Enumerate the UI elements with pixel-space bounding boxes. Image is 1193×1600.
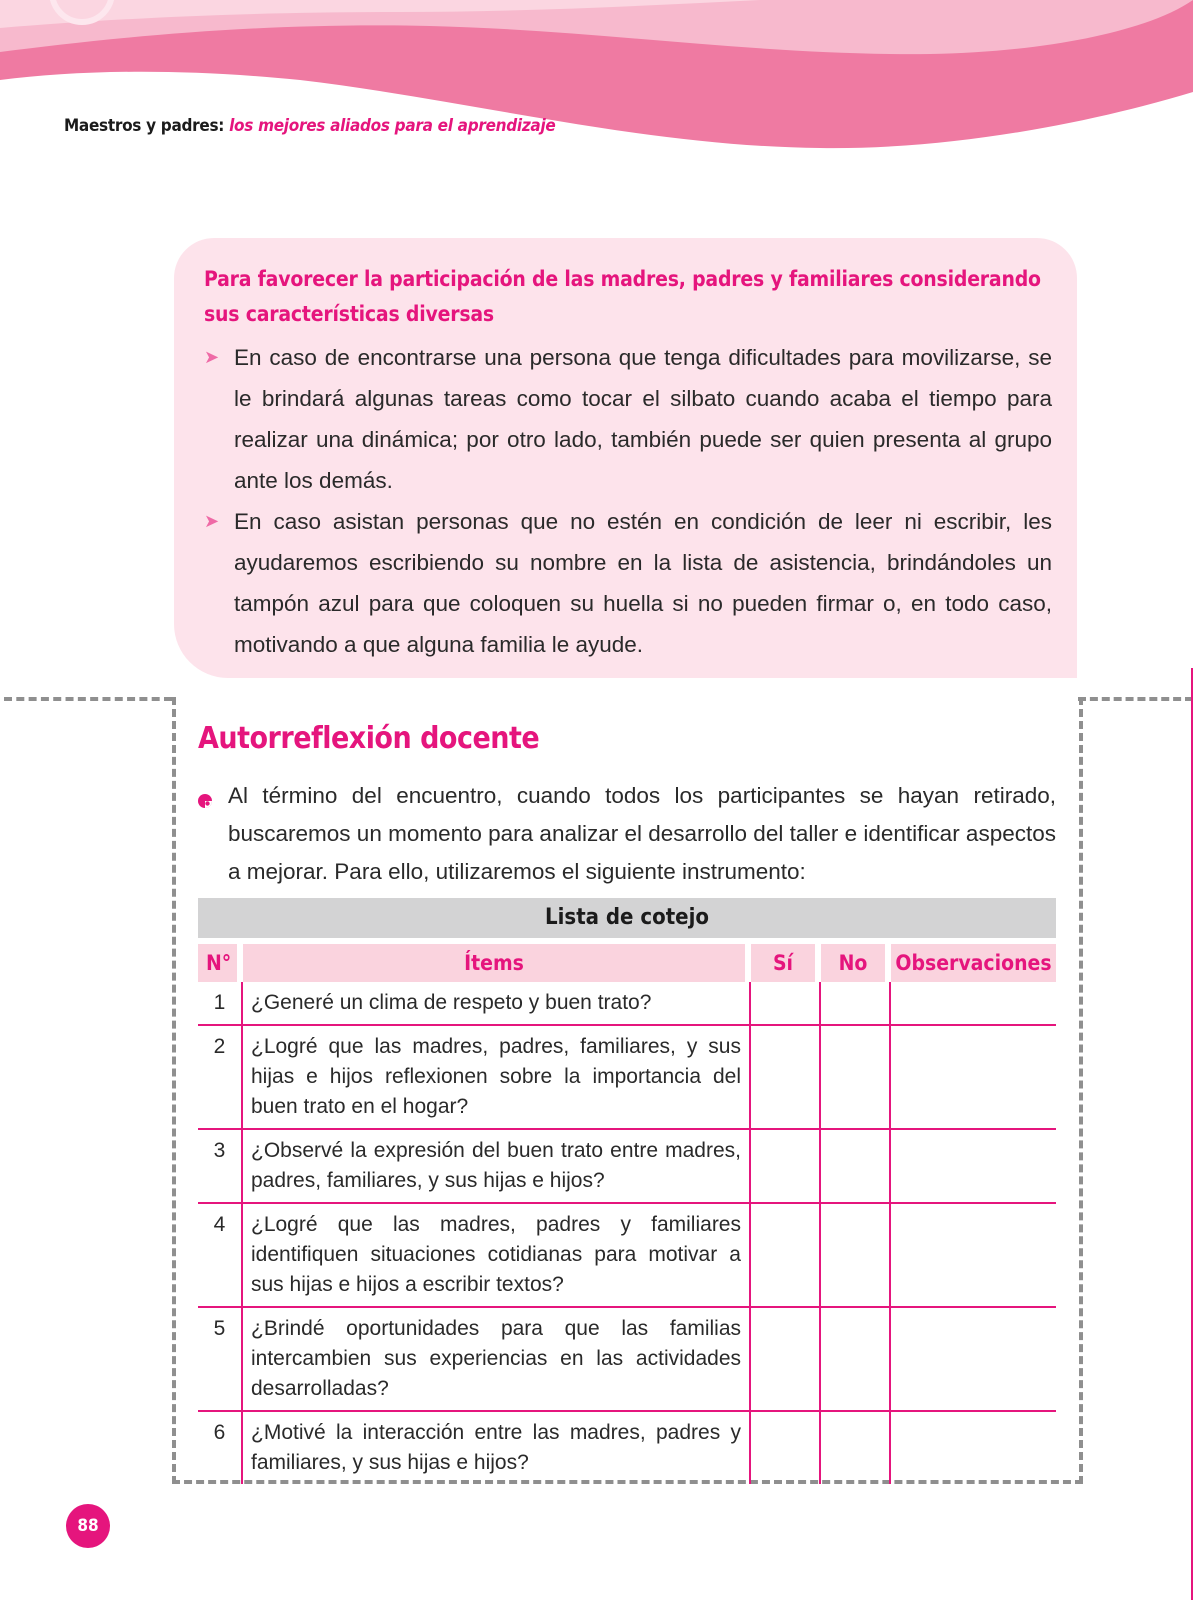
row-item: ¿Motivé la interacción entre las madres, padres y familiares, y sus hijas e hijos? [243, 1412, 751, 1484]
list-item-text: En caso asistan personas que no estén en condición de leer ni escribir, les ayudaremos escribiendo su nombre en la lista de asistencia, brindándoles un tampón azul para que coloquen su huella si no pueden firmar o, en todo caso, motivando a que alguna familia le ayude. [234, 509, 1052, 657]
reflection-intro: Al término del encuentro, cuando todos los participantes se hayan retirado, buscaremos un momento para analizar el desarrollo del taller e identificar aspectos a mejorar. Para ello, utilizaremos el siguiente instrumento: [228, 783, 1056, 884]
table-row [198, 1026, 1056, 1130]
table-caption: Lista de cotejo [198, 898, 1056, 938]
header-observations: Observaciones [891, 944, 1056, 982]
row-item: ¿Generé un clima de respeto y buen trato? [243, 982, 751, 1026]
table-row [198, 1412, 1056, 1484]
row-number: 5 [198, 1308, 243, 1412]
no-cell[interactable] [821, 982, 891, 1026]
section-title: Autorreflexión docente [198, 721, 540, 756]
table-row [198, 1130, 1056, 1204]
header-items: Ítems [243, 944, 751, 982]
yes-cell[interactable] [751, 1412, 821, 1484]
observations-cell[interactable] [891, 1412, 1056, 1484]
running-header-title: Maestros y padres: [64, 116, 225, 136]
row-item: ¿Logré que las madres, padres, familiares, y sus hijas e hijos reflexionen sobre la importancia del buen trato en el hogar? [243, 1026, 751, 1130]
row-number: 4 [198, 1204, 243, 1308]
participation-title: Para favorecer la participación de las madres, padres y familiares considerando sus características diversas [204, 267, 1041, 326]
yes-cell[interactable] [751, 982, 821, 1026]
no-cell[interactable] [821, 1130, 891, 1204]
yes-cell[interactable] [751, 1204, 821, 1308]
running-header [64, 116, 555, 136]
participation-list [204, 337, 1052, 665]
chevron-right-icon: ➤ [204, 347, 220, 367]
divider-right [1078, 697, 1193, 701]
no-cell[interactable] [821, 1412, 891, 1484]
row-number: 2 [198, 1026, 243, 1130]
yes-cell[interactable] [751, 1130, 821, 1204]
table-row [198, 982, 1056, 1026]
table-row [198, 1204, 1056, 1308]
list-item-text: En caso de encontrarse una persona que tenga dificultades para movilizarse, se le brindará algunas tareas como tocar el silbato cuando acaba el tiempo para realizar una dinámica; por otro lado, también puede ser quien presenta al grupo ante los demás. [234, 345, 1052, 493]
divider-left [4, 697, 172, 701]
no-cell[interactable] [821, 1204, 891, 1308]
row-item: ¿Logré que las madres, padres y familiares identifiquen situaciones cotidianas para motivar a sus hijas e hijos a escribir textos? [243, 1204, 751, 1308]
row-number: 6 [198, 1412, 243, 1484]
yes-cell[interactable] [751, 1308, 821, 1412]
row-item: ¿Observé la expresión del buen trato entre madres, padres, familiares, y sus hijas e hijos? [243, 1130, 751, 1204]
header-yes: Sí [751, 944, 821, 982]
row-item: ¿Brindé oportunidades para que las familias intercambien sus experiencias en las actividades desarrolladas? [243, 1308, 751, 1412]
table-row [198, 1308, 1056, 1412]
page-number: 88 [66, 1504, 110, 1548]
checklist-table [198, 944, 1056, 1484]
no-cell[interactable] [821, 1026, 891, 1130]
list-item [204, 337, 1052, 501]
observations-cell[interactable] [891, 1308, 1056, 1412]
observations-cell[interactable] [891, 1204, 1056, 1308]
no-cell[interactable] [821, 1308, 891, 1412]
header-no: No [821, 944, 891, 982]
row-number: 1 [198, 982, 243, 1026]
yes-cell[interactable] [751, 1026, 821, 1130]
bullet-circle-icon [197, 793, 213, 809]
observations-cell[interactable] [891, 1130, 1056, 1204]
list-item [204, 501, 1052, 665]
header-number: N° [198, 944, 243, 982]
row-number: 3 [198, 1130, 243, 1204]
observations-cell[interactable] [891, 982, 1056, 1026]
decorative-header-wave [0, 0, 1193, 160]
table-header-row [198, 944, 1056, 982]
observations-cell[interactable] [891, 1026, 1056, 1130]
chevron-right-icon: ➤ [204, 511, 220, 531]
running-header-subtitle: los mejores aliados para el aprendizaje [229, 116, 556, 136]
